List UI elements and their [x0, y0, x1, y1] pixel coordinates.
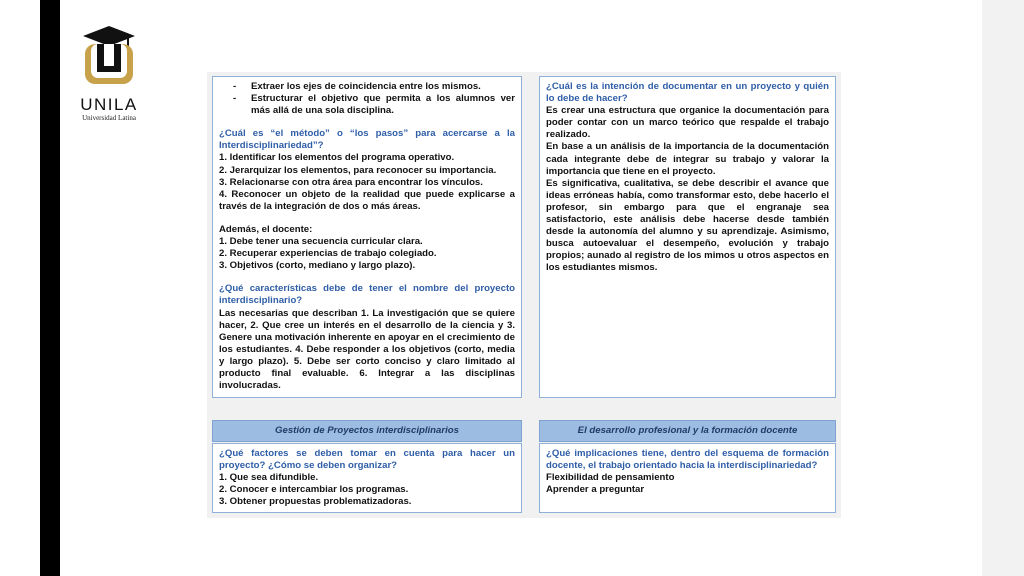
list-item: 1. Que sea difundible. [219, 472, 319, 484]
left-content-box [212, 76, 522, 398]
list-item: 2. Jerarquizar los elementos, para reconocer su importancia. [219, 164, 497, 176]
docente-title: Además, el docente: [219, 223, 313, 235]
list-item: 3. Obtener propuestas problematizadoras. [219, 496, 412, 508]
logo-name: UNILA [80, 95, 138, 114]
list-item: 3. Relacionarse con otra área para encontrar los vínculos. [219, 176, 483, 188]
logo-emblem-icon [81, 24, 137, 88]
list-item: 2. Recuperar experiencias de trabajo colegiado. [219, 248, 437, 260]
section-header-gestion: Gestión de Proyectos interdisciplinarios [212, 420, 522, 442]
left-black-bar [40, 0, 60, 576]
question-project-name: ¿Qué características debe de tener el nombre del proyecto interdisciplinario? [219, 283, 515, 307]
unila-logo [74, 24, 144, 122]
list-item: Aprender a preguntar [546, 484, 645, 496]
right-gray-strip [982, 0, 1024, 576]
list-item: 3. Objetivos (corto, mediano y largo plazo). [219, 260, 416, 272]
bottom-right-box [539, 443, 836, 513]
right-content-box [539, 76, 836, 398]
list-item: 2. Conocer e intercambiar los programas. [219, 484, 409, 496]
question-method: ¿Cuál es “el método” o “los pasos” para acercarse a la Interdisciplinariedad”? [219, 128, 515, 152]
question-implications: ¿Qué implicaciones tiene, dentro del esquema de formación docente, el trabajo orientado hacia la interdisciplinariedad? [546, 448, 829, 472]
list-item: Flexibilidad de pensamiento [546, 472, 675, 484]
question-documentation: ¿Cuál es la intención de documentar en un proyecto y quién lo debe de hacer? [546, 81, 829, 105]
paragraph: Es crear una estructura que organice la documentación para poder contar con un marco teórico que respalde el trabajo realizado. [546, 105, 829, 141]
list-item: 1. Identificar los elementos del programa operativo. [219, 152, 455, 164]
list-item: 4. Reconocer un objeto de la realidad que puede explicarse a través de la integración de dos o más áreas. [219, 188, 515, 212]
answer-project-name: Las necesarias que describan 1. La investigación que se quiere hacer, 2. Que cree un interés en el desarrollo de la ciencia y 3. Genere una motivación inherente en apoyar en el crecimiento de los estudiantes. 4. Debe responder a los objetivos (corto, media y largo plazo). 5. Debe ser corto conciso y claro limitado al producto final evaluable. 6. Integrar a las disciplinas involucradas. [219, 307, 515, 392]
paragraph: En base a un análisis de la importancia de la documentación cada integrante debe de integrar su trabajo y valorar la importancia que tiene en el proyecto. [546, 141, 829, 177]
section-header-desarrollo: El desarrollo profesional y la formación docente [539, 420, 836, 442]
logo-subtitle: Universidad Latina [82, 114, 136, 122]
list-item: - Estructurar el objetivo que permita a los alumnos ver más allá de una sola disciplina. [233, 93, 515, 117]
objectives-list [219, 81, 515, 117]
list-item: - Extraer los ejes de coincidencia entre los mismos. [233, 81, 515, 93]
bottom-left-box [212, 443, 522, 513]
question-factors: ¿Qué factores se deben tomar en cuenta para hacer un proyecto? ¿Cómo se deben organizar? [219, 448, 515, 472]
list-item: 1. Debe tener una secuencia curricular clara. [219, 236, 423, 248]
paragraph: Es significativa, cualitativa, se debe describir el avance que ideas erróneas había, como transformar esto, debe hacerlo el profesor, sin embargo para que el engranaje sea satisfactorio, este análisis debe hacerse desde también desde la autonomía del alumno y su aprendizaje. Asimismo, busca autoevaluar el desempeño, evolución y trabajo propios; aunado al registro de los mimos u otros aspectos en los estudiantes mismos. [546, 177, 829, 274]
